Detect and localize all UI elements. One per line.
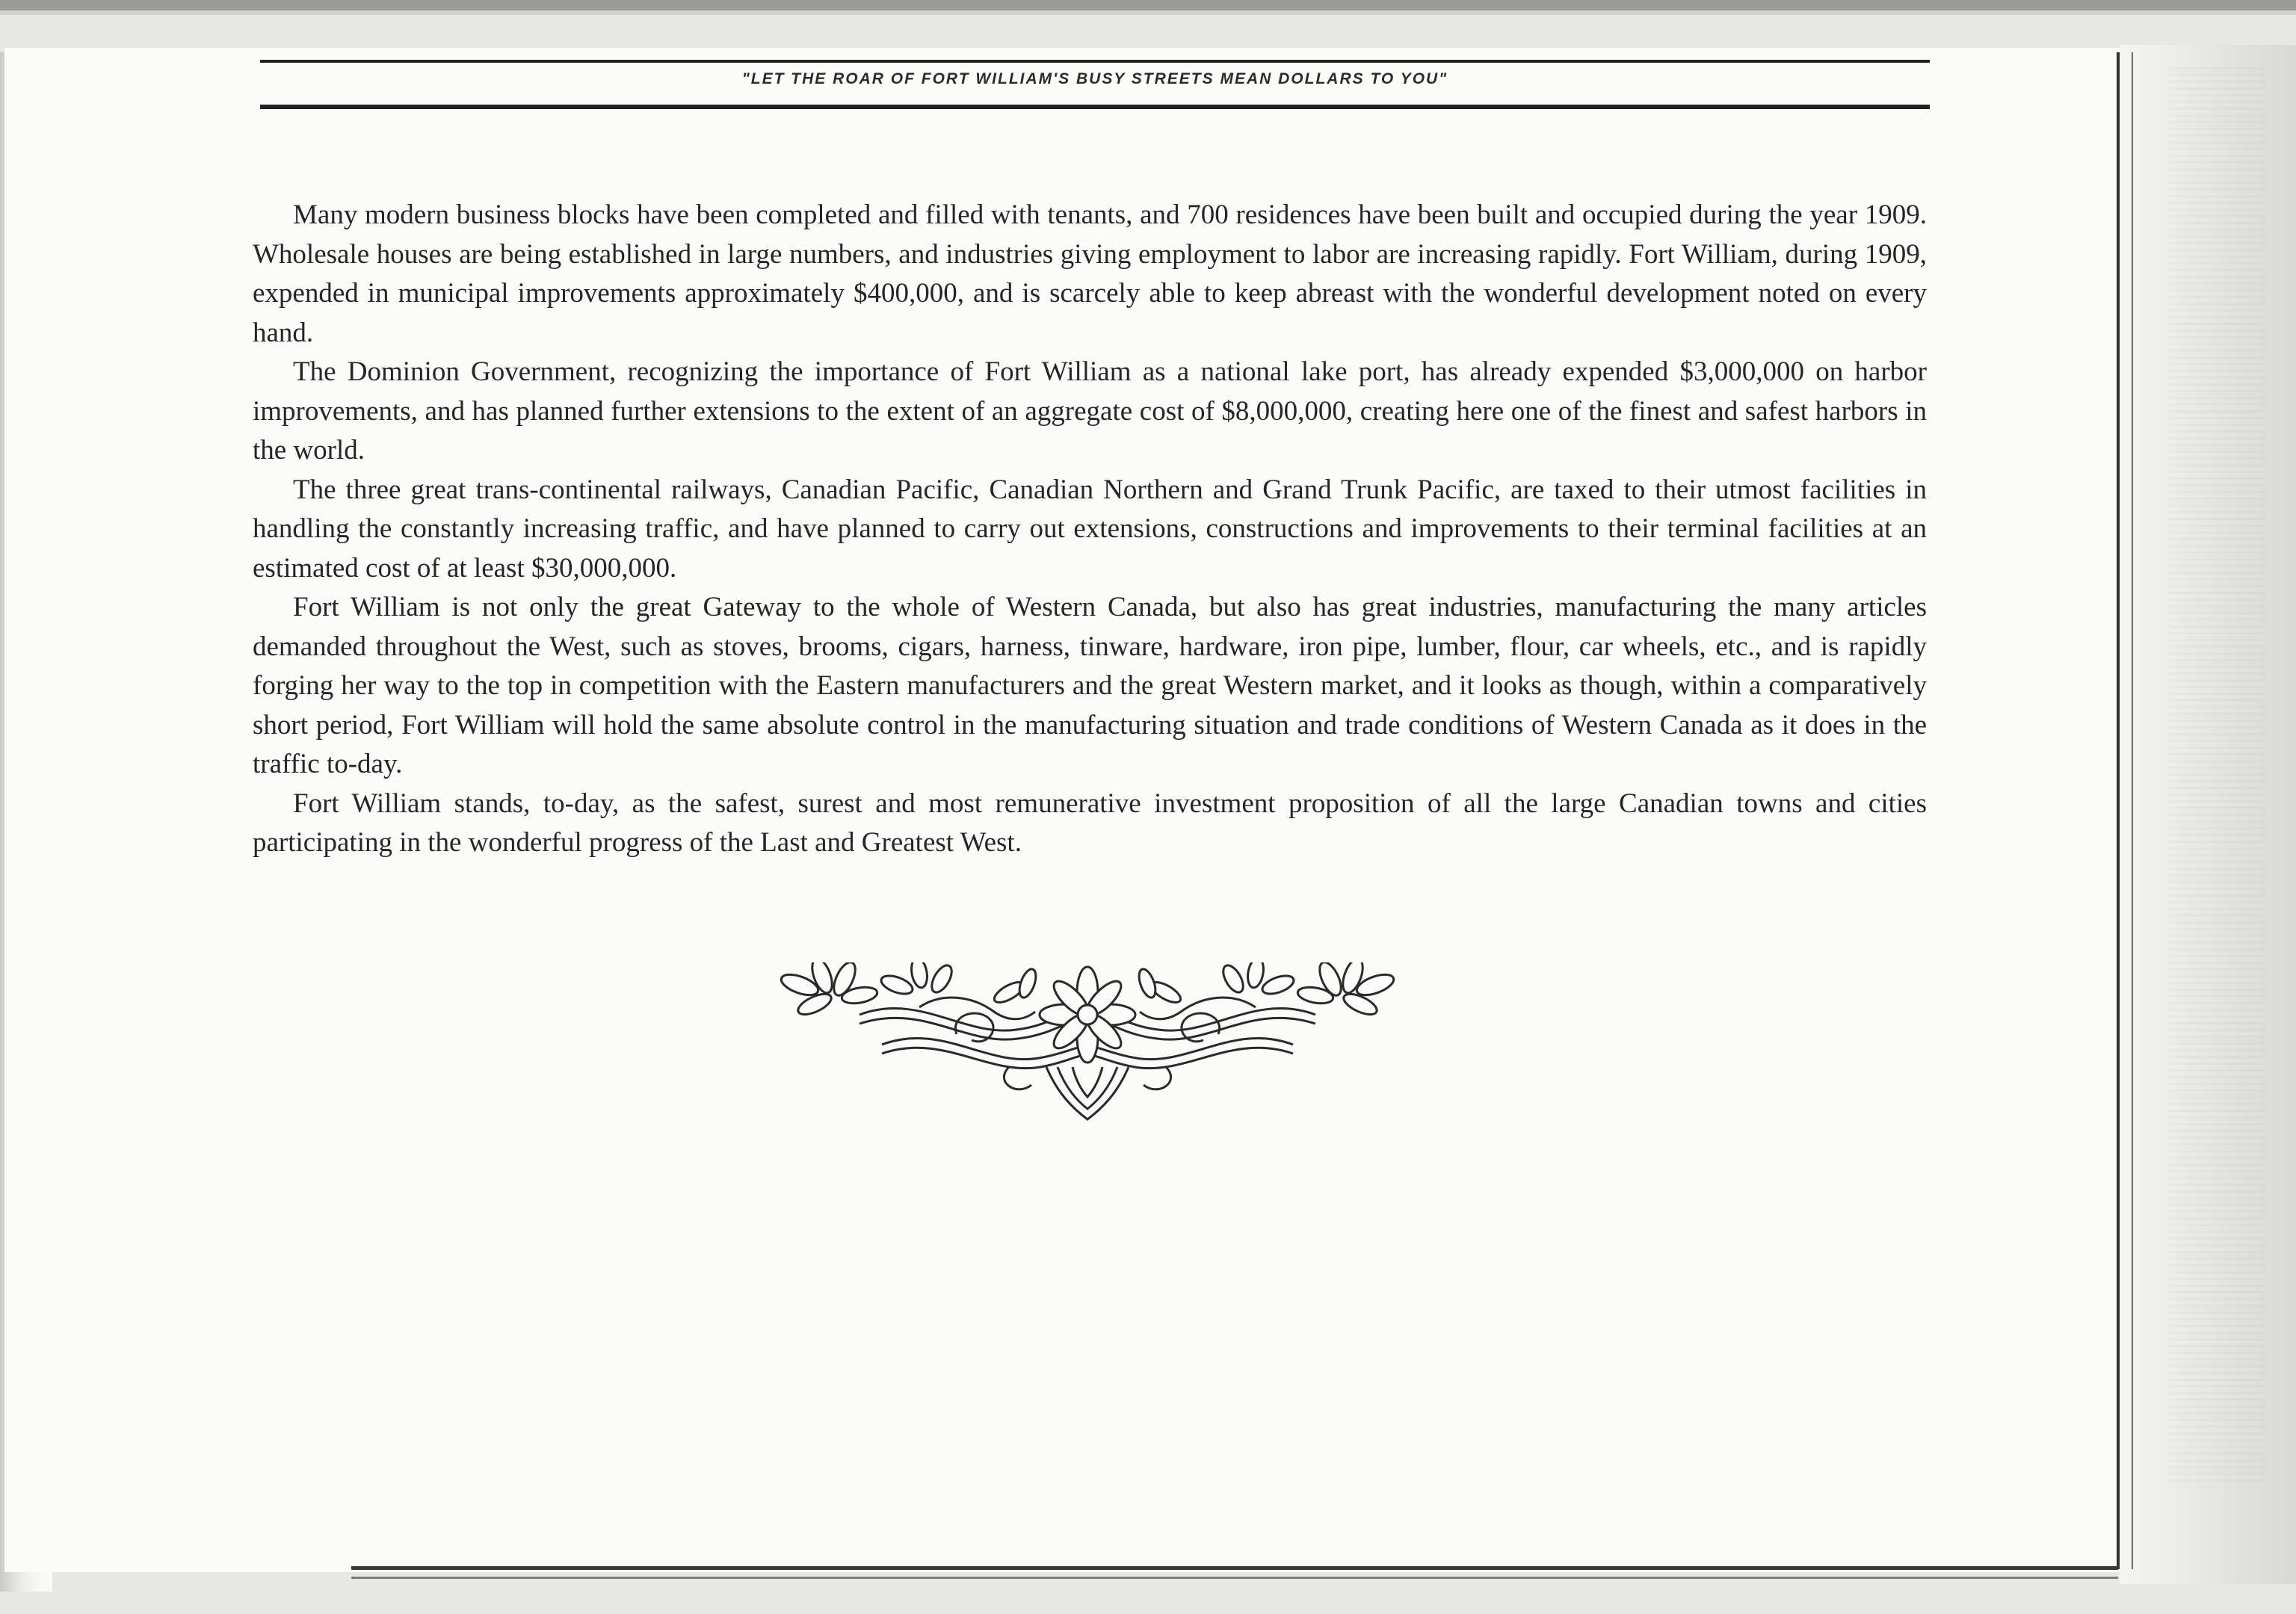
header-rule-top — [260, 60, 1930, 63]
paragraph-4: Fort William is not only the great Gateway to the whole of Western Canada, but also has great industries, manufacturing the many articles demanded throughout the West, such as stoves, brooms, cigars, harness, tinware, hardware, iron pipe, lumber, flour, car wheels, etc., and is rapidly forging her way to the top in competition with the Eastern manufacturers and the great Western market, and it looks as though, within a comparatively short period, Fort William will hold the same absolute control in the manufacturing situation and trade conditions of Western Canada as it does in the traffic to-day. — [253, 592, 1927, 779]
body-text — [253, 196, 1927, 863]
page-edge-speckle — [2167, 67, 2265, 1487]
paragraph-1: Many modern business blocks have been completed and filled with tenants, and 700 residences have been built and occupied during the year 1909. Wholesale houses are being established in large numbers, and industries giving employment to labor are increasing rapidly. Fort William, during 1909, expended in municipal improvements approximately $400,000, and is scarcely able to keep abreast with the wonderful development noted on every hand. — [253, 200, 1927, 348]
paragraph-5: Fort William stands, to-day, as the safest, surest and most remunerative investment proposition of all the large Canadian towns and cities participating in the wonderful progress of the Last and Greatest West. — [253, 788, 1927, 858]
scan-top-edge-shadow — [0, 10, 2296, 15]
scan-top-edge — [0, 0, 2296, 10]
paragraph-3: The three great trans-continental railways, Canadian Pacific, Canadian Northern and Grand Trunk Pacific, are taxed to their utmost facilities in handling the constantly increasing traffic, and have planned to carry out extensions, constructions and improvements to their terminal facilities at an estimated cost of at least $30,000,000. — [253, 474, 1927, 584]
bottom-border-rule — [351, 1566, 2118, 1570]
running-head: "LET THE ROAR OF FORT WILLIAM'S BUSY STREETS MEAN DOLLARS TO YOU" — [741, 70, 1448, 87]
right-border-rule-inner — [2132, 52, 2133, 1569]
bottom-border-rule-inner — [351, 1577, 2118, 1579]
header-rule-bottom — [260, 105, 1930, 109]
floral-scroll-ornament-icon — [770, 962, 1405, 1127]
paragraph-2: The Dominion Government, recognizing the importance of Fort William as a national lake port, has already expended $3,000,000 on harbor improvements, and has planned further extensions to the extent of an aggregate cost of $8,000,000, creating here one of the finest and safest harbors in the world. — [253, 356, 1927, 466]
right-border-rule — [2117, 52, 2120, 1569]
